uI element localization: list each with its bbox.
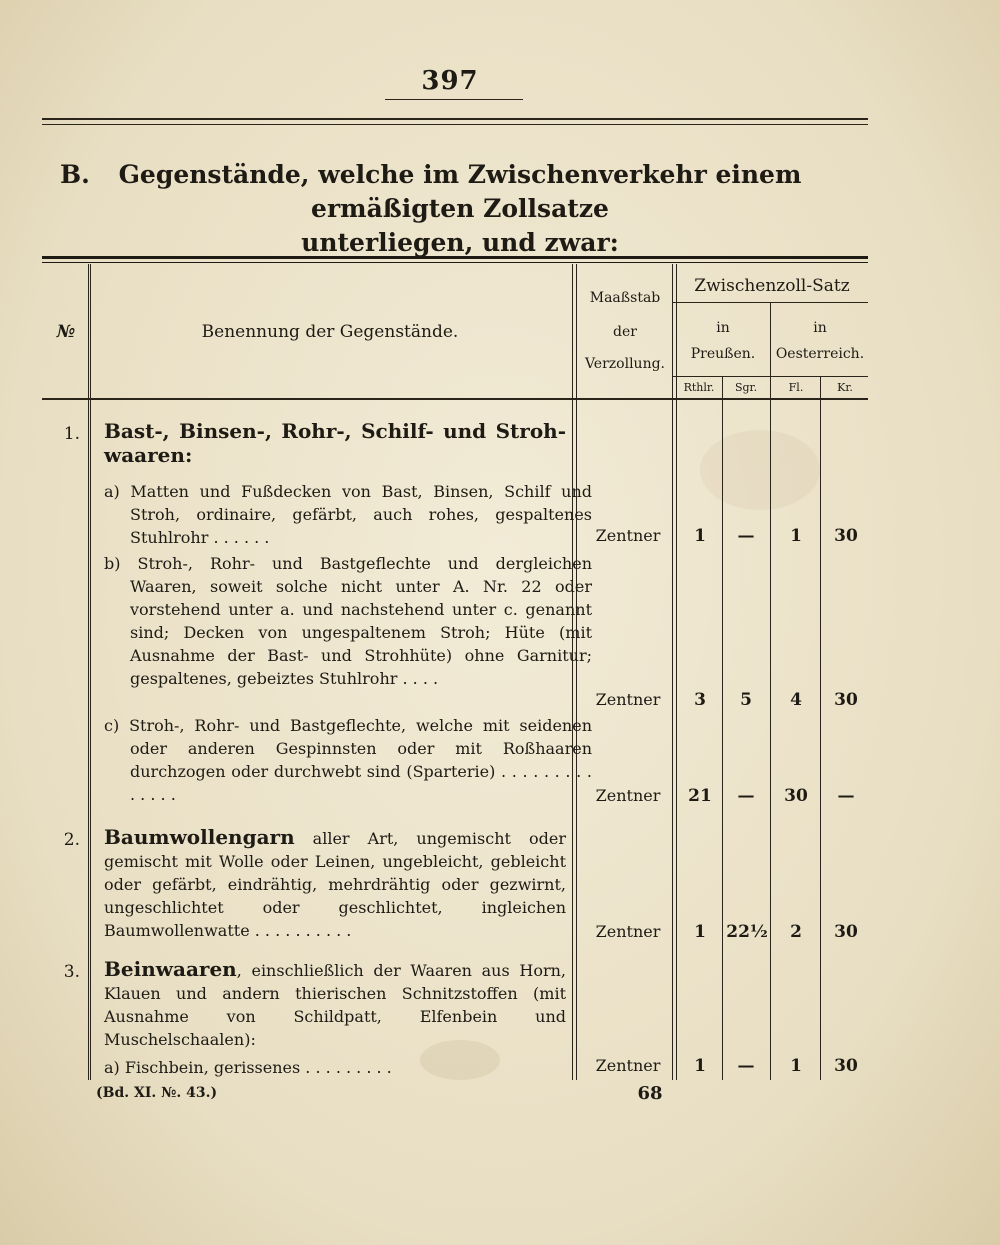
- rthlr-cell: 3: [694, 690, 706, 710]
- table-top-rule: [42, 256, 868, 259]
- column-divider: [770, 302, 771, 1080]
- subentry-description: c) Stroh-, Rohr- und Bastgeflechte, welche mit seidenen oder anderen Gespinnsten oder mit Roßhaaren durchzogen oder durchwebt sind (Sparterie) . . . . . . . . . . . . . .: [104, 716, 592, 804]
- footer-reference: (Bd. XI. №. 43.): [96, 1085, 218, 1101]
- column-divider: [722, 376, 723, 1080]
- rthlr-cell: 1: [694, 922, 706, 942]
- sgr-cell: 22½: [726, 922, 768, 942]
- subentry-description: a) Matten und Fußdecken von Bast, Binsen, Schilf und Stroh, ordinaire, gefärbt, auch rohes, gespaltenes Stuhlrohr . . . . . .: [104, 482, 592, 547]
- heading-line-2: unterliegen, und zwar:: [301, 228, 619, 257]
- sgr-cell: —: [737, 786, 755, 806]
- header-fl: Fl.: [788, 381, 804, 394]
- entry-text: , einschließlich der Waaren aus Horn, Klauen und andern thierischen Schnitzstoffen (mit Ausnahme von Schildpatt, Elfenbein und Muschelschaalen):: [104, 961, 566, 1049]
- fl-cell: 4: [790, 690, 802, 710]
- kr-cell: —: [837, 786, 855, 806]
- header-prussia-1: in: [716, 320, 730, 336]
- column-divider: [672, 264, 673, 1080]
- kr-cell: 30: [834, 526, 858, 546]
- fl-cell: 1: [790, 526, 802, 546]
- kr-cell: 30: [834, 1056, 858, 1076]
- header-nr: №: [56, 322, 76, 342]
- entry-number: 3.: [63, 962, 80, 982]
- rthlr-cell: 21: [688, 786, 712, 806]
- sgr-cell: —: [737, 526, 755, 546]
- fl-cell: 2: [790, 922, 802, 942]
- entry-description: [104, 826, 566, 942]
- entry-text: aller Art, ungemischt oder gemischt mit Wolle oder Leinen, ungebleicht, gebleicht oder gefärbt, eindrähtig, mehrdrähtig oder gezwirnt, ungeschlichtet oder geschlichtet, ingleichen Baumwollenwatte . . . . . . . . . .: [104, 829, 566, 940]
- column-divider: [820, 376, 821, 1080]
- header-austria-2: Oesterreich.: [775, 346, 865, 362]
- heading-line-1: Gegenstände, welche im Zwischenverkehr einem ermäßigten Zollsatze: [118, 160, 802, 223]
- entry-description: [104, 420, 566, 468]
- top-rule: [42, 118, 868, 120]
- sheet-number: 68: [637, 1083, 663, 1104]
- kr-cell: 30: [834, 922, 858, 942]
- header-prussia-2: Preußen.: [690, 346, 756, 362]
- header-name: Benennung der Gegenstände.: [201, 322, 459, 342]
- unit-cell: Zentner: [595, 786, 661, 805]
- fl-cell: 30: [784, 786, 808, 806]
- entry-title: Bast-, Binsen-, Rohr-, Schilf- und Stroh- waaren:: [104, 419, 566, 467]
- rthlr-cell: 1: [694, 1056, 706, 1076]
- section-heading: [60, 158, 860, 260]
- header-bottom-rule: [42, 398, 868, 400]
- entry-title: Baumwollengarn: [104, 825, 295, 849]
- sgr-cell: 5: [740, 690, 752, 710]
- top-rule-thin: [42, 124, 868, 125]
- page-number-rule: [385, 99, 523, 100]
- unit-cell: Zentner: [595, 1056, 661, 1075]
- subentry-description: a) Fischbein, gerissenes . . . . . . . . .: [104, 1058, 392, 1077]
- section-letter: B.: [60, 160, 90, 189]
- page-number: 397: [421, 66, 479, 96]
- column-divider: [88, 264, 91, 1080]
- header-measure-3: Verzollung.: [584, 356, 665, 372]
- unit-cell: Zentner: [595, 690, 661, 709]
- unit-cell: Zentner: [595, 922, 661, 941]
- rthlr-cell: 1: [694, 526, 706, 546]
- header-austria-1: in: [813, 320, 827, 336]
- entry-number: 1.: [63, 424, 80, 444]
- entry-description: [104, 958, 566, 1051]
- subentry-description: b) Stroh-, Rohr- und Bastgeflechte und dergleichen Waaren, soweit solche nicht unter A. Nr. 22 oder vorstehend unter a. und nachstehend unter c. genannt sind; Decken von ungespaltenem Stroh; Hüte (mit Ausnahme der Bast- und Strohhüte) ohne Garnitur; gespaltenes, gebeiztes Stuhlrohr . . . .: [104, 554, 592, 688]
- kr-cell: 30: [834, 690, 858, 710]
- header-rthlr: Rthlr.: [683, 381, 715, 394]
- header-measure-2: der: [613, 324, 637, 340]
- header-measure-1: Maaßstab: [589, 290, 661, 306]
- entry-title: Beinwaaren: [104, 957, 237, 981]
- table-top-rule-thin: [42, 262, 868, 263]
- header-sgr: Sgr.: [734, 381, 758, 394]
- sgr-cell: —: [737, 1056, 755, 1076]
- fl-cell: 1: [790, 1056, 802, 1076]
- entry-number: 2.: [63, 830, 80, 850]
- paper-stain: [700, 430, 820, 510]
- header-rate: Zwischenzoll-Satz: [694, 276, 850, 296]
- header-kr: Kr.: [837, 381, 853, 394]
- unit-cell: Zentner: [595, 526, 661, 545]
